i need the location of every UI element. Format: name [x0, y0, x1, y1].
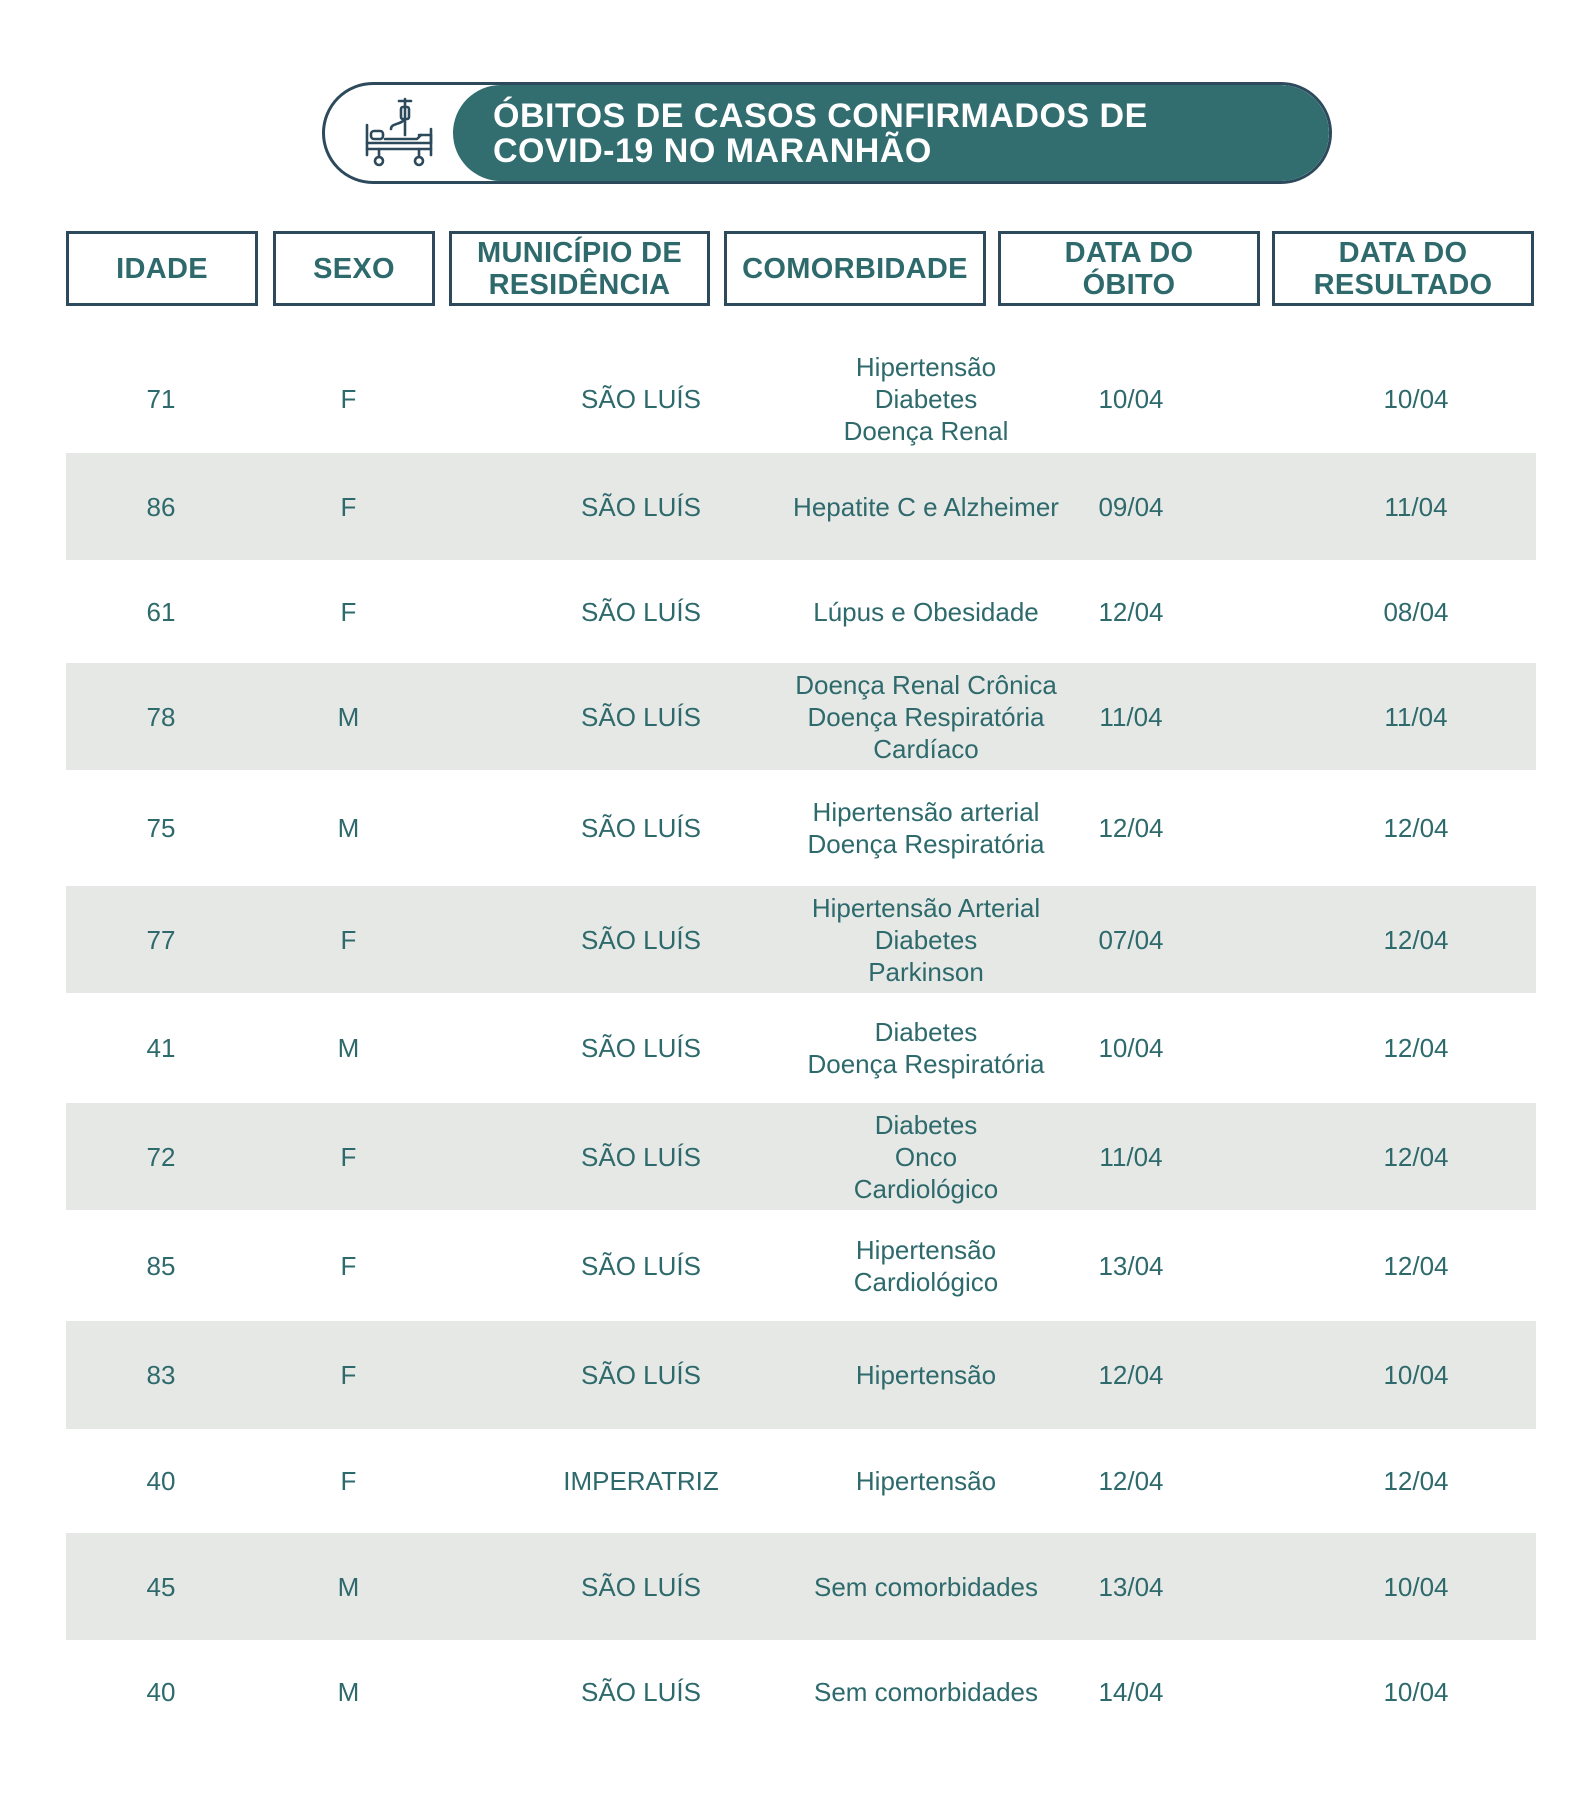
- cell-data-obito: 12/04: [1098, 1360, 1164, 1390]
- cell-municipio: SÃO LUÍS: [581, 596, 701, 627]
- table-row: [66, 663, 1536, 770]
- page-title: ÓBITOS DE CASOS CONFIRMADOS DE COVID-19 NO MARANHÃO: [493, 97, 1148, 170]
- cell-municipio: IMPERATRIZ: [563, 1466, 719, 1496]
- cell-data-resultado: 12/04: [1383, 1466, 1449, 1496]
- cell-sexo: F: [340, 384, 357, 414]
- cell-data-resultado: 12/04: [1383, 1141, 1449, 1172]
- cell-data-resultado: 11/04: [1384, 491, 1448, 522]
- cell-sexo: F: [340, 596, 357, 627]
- cell-municipio: SÃO LUÍS: [581, 924, 701, 955]
- cell-data-resultado: 12/04: [1383, 924, 1449, 955]
- table-row: [66, 993, 1536, 1103]
- cell-data-obito: 10/04: [1098, 1033, 1164, 1063]
- cell-comorbidade: Hipertensão Cardiológico: [853, 1234, 999, 1297]
- cell-data-obito: 09/04: [1098, 491, 1164, 522]
- cell-idade: 72: [146, 1141, 176, 1172]
- table-row: [66, 886, 1536, 993]
- cell-data-obito: 13/04: [1098, 1571, 1164, 1602]
- table-row: [66, 770, 1536, 886]
- cell-idade: 40: [146, 1466, 176, 1496]
- cell-sexo: F: [340, 1250, 357, 1281]
- table-row: [66, 1429, 1536, 1533]
- table-row: [66, 1321, 1536, 1429]
- cell-sexo: F: [340, 1360, 357, 1390]
- cell-municipio: SÃO LUÍS: [581, 813, 701, 843]
- header-data-obito: DATA DO ÓBITO: [998, 231, 1260, 306]
- cell-comorbidade: Lúpus e Obesidade: [813, 596, 1039, 627]
- cell-municipio: SÃO LUÍS: [581, 1033, 701, 1063]
- table-row: [66, 1533, 1536, 1640]
- cell-sexo: M: [337, 701, 360, 732]
- cell-municipio: SÃO LUÍS: [581, 384, 701, 414]
- cell-sexo: M: [337, 813, 360, 843]
- table-row: [66, 1103, 1536, 1210]
- cell-data-obito: 14/04: [1098, 1677, 1164, 1707]
- cell-data-obito: 12/04: [1098, 1466, 1164, 1496]
- cell-comorbidade: Hipertensão: [855, 1466, 997, 1496]
- cell-data-resultado: 10/04: [1383, 1677, 1449, 1707]
- header-idade: IDADE: [66, 231, 258, 306]
- cell-municipio: SÃO LUÍS: [581, 1677, 701, 1707]
- cell-idade: 61: [146, 596, 176, 627]
- cell-comorbidade: Doença Renal Crônica Doença Respiratória Cardíaco: [795, 669, 1057, 764]
- cell-data-resultado: 11/04: [1384, 701, 1448, 732]
- cell-idade: 86: [146, 491, 176, 522]
- cell-sexo: M: [337, 1033, 360, 1063]
- cell-comorbidade: Sem comorbidades: [814, 1571, 1038, 1602]
- cell-idade: 40: [146, 1677, 176, 1707]
- cell-data-obito: 11/04: [1099, 1141, 1163, 1172]
- cell-data-resultado: 08/04: [1383, 596, 1449, 627]
- cell-data-resultado: 12/04: [1383, 1250, 1449, 1281]
- cell-data-obito: 13/04: [1098, 1250, 1164, 1281]
- cell-data-resultado: 12/04: [1383, 813, 1449, 843]
- cell-data-resultado: 10/04: [1383, 1571, 1449, 1602]
- cell-comorbidade: Hipertensão Arterial Diabetes Parkinson: [811, 892, 1041, 987]
- cell-sexo: F: [340, 1141, 357, 1172]
- header-data-resultado: DATA DO RESULTADO: [1272, 231, 1534, 306]
- cell-comorbidade: Diabetes Onco Cardiológico: [853, 1109, 999, 1204]
- cell-comorbidade: Sem comorbidades: [814, 1677, 1038, 1707]
- cell-municipio: SÃO LUÍS: [581, 1141, 701, 1172]
- cell-idade: 45: [146, 1571, 176, 1602]
- cell-data-obito: 12/04: [1098, 596, 1164, 627]
- cell-comorbidade: Hepatite C e Alzheimer: [793, 491, 1059, 522]
- cell-idade: 85: [146, 1250, 176, 1281]
- cell-municipio: SÃO LUÍS: [581, 701, 701, 732]
- title-banner: [322, 82, 1332, 184]
- cell-comorbidade: Hipertensão: [855, 1360, 997, 1390]
- cell-idade: 78: [146, 701, 176, 732]
- cell-sexo: M: [337, 1571, 360, 1602]
- table-row: [66, 453, 1536, 560]
- cell-comorbidade: Diabetes Doença Respiratória: [807, 1017, 1045, 1079]
- header-sexo: SEXO: [273, 231, 435, 306]
- cell-municipio: SÃO LUÍS: [581, 1571, 701, 1602]
- cell-idade: 77: [146, 924, 176, 955]
- table-row: [66, 1210, 1536, 1321]
- cell-municipio: SÃO LUÍS: [581, 491, 701, 522]
- hospital-bed-icon: [361, 95, 437, 171]
- cell-idade: 41: [146, 1033, 176, 1063]
- cell-municipio: SÃO LUÍS: [581, 1250, 701, 1281]
- header-comorbidade: COMORBIDADE: [724, 231, 986, 306]
- cell-sexo: F: [340, 924, 357, 955]
- cell-data-resultado: 10/04: [1383, 384, 1449, 414]
- cell-data-resultado: 12/04: [1383, 1033, 1449, 1063]
- cell-sexo: F: [340, 491, 357, 522]
- cell-idade: 71: [146, 384, 176, 414]
- cell-idade: 75: [146, 813, 176, 843]
- header-municipio: MUNICÍPIO DE RESIDÊNCIA: [449, 231, 710, 306]
- table-row: [66, 1640, 1536, 1744]
- cell-municipio: SÃO LUÍS: [581, 1360, 701, 1390]
- cell-comorbidade: Hipertensão Diabetes Doença Renal: [843, 352, 1009, 446]
- cell-sexo: F: [340, 1466, 357, 1496]
- cell-data-obito: 07/04: [1098, 924, 1164, 955]
- cell-data-obito: 10/04: [1098, 384, 1164, 414]
- table-row: [66, 560, 1536, 663]
- cell-data-obito: 11/04: [1099, 701, 1163, 732]
- cell-idade: 83: [146, 1360, 176, 1390]
- cell-comorbidade: Hipertensão arterial Doença Respiratória: [807, 797, 1045, 859]
- cell-sexo: M: [337, 1677, 360, 1707]
- cell-data-obito: 12/04: [1098, 813, 1164, 843]
- cell-data-resultado: 10/04: [1383, 1360, 1449, 1390]
- table-row: [66, 345, 1536, 453]
